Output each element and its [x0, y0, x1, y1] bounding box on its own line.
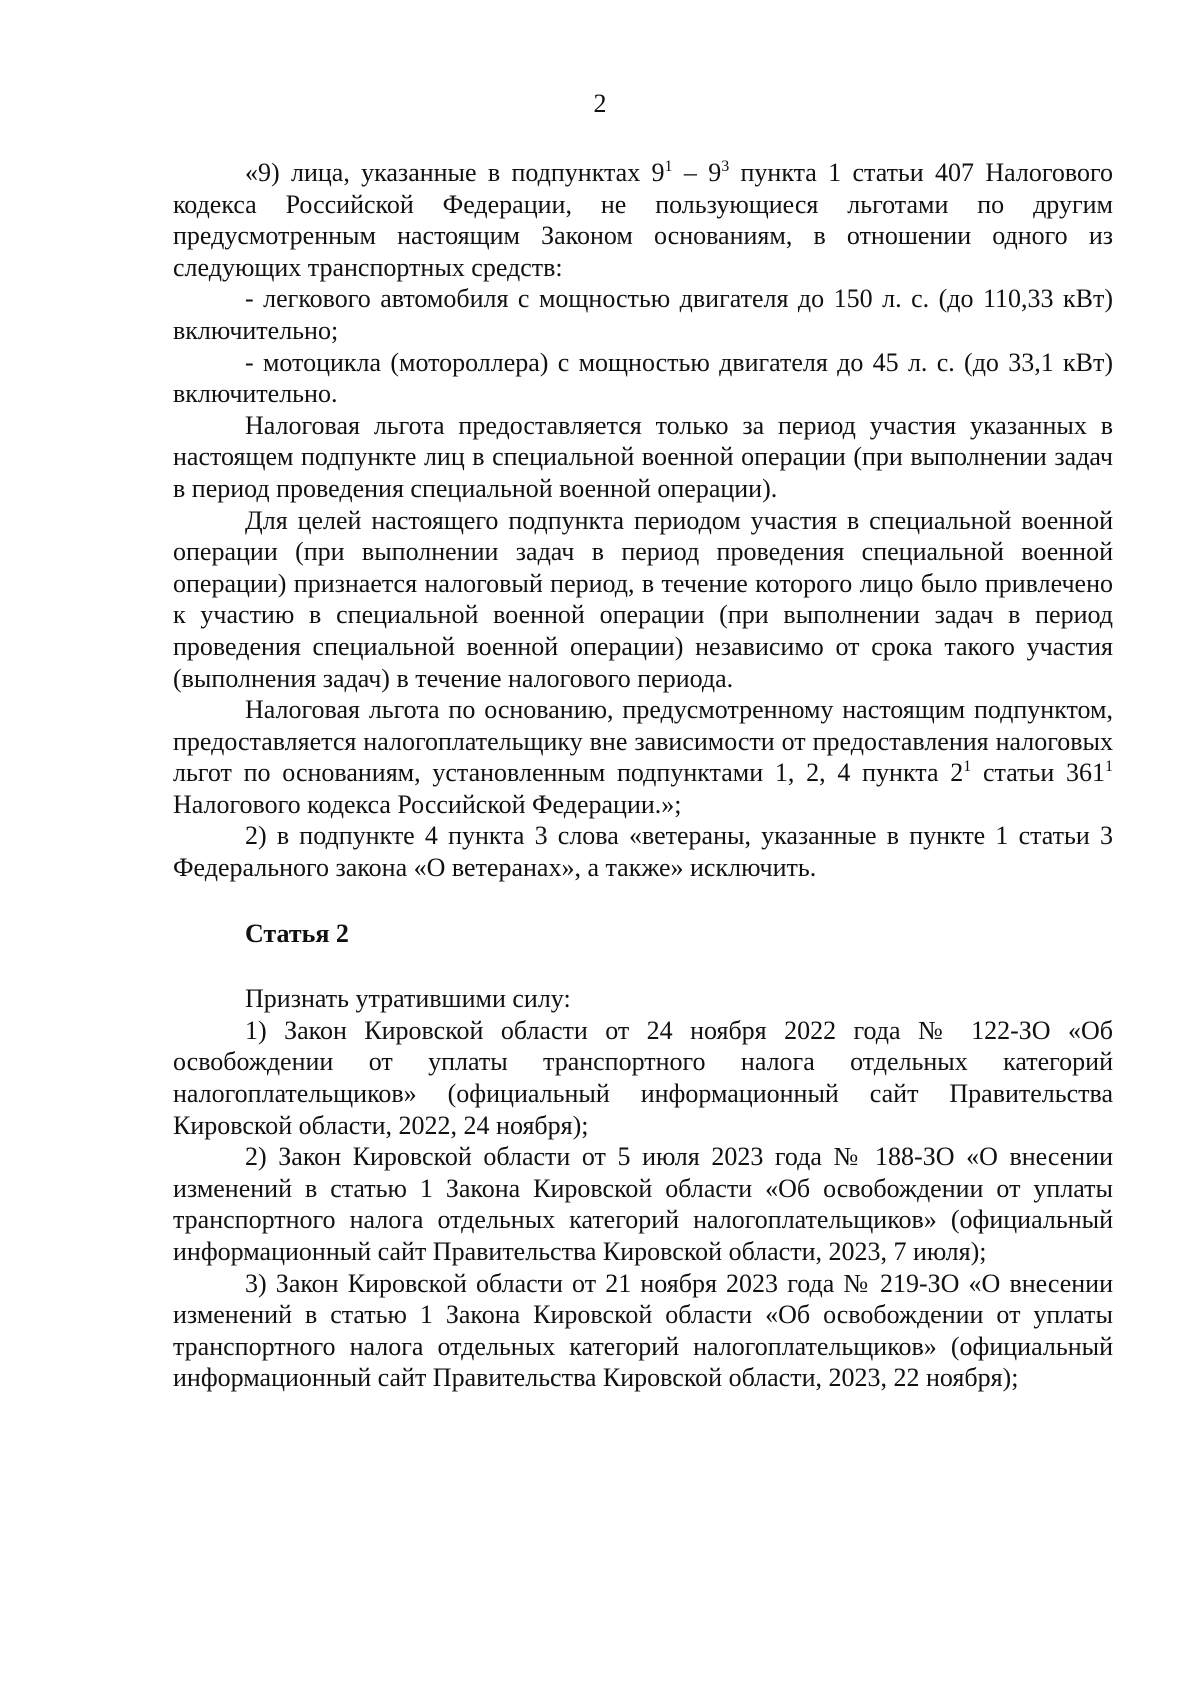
article-2-heading: Статья 2: [245, 918, 349, 948]
superscript: 3: [721, 158, 730, 175]
superscript: 1: [1105, 758, 1113, 776]
paragraph-item-2: 2) в подпункте 4 пункта 3 слова «ветераны, указанные в пункте 1 статьи 3 Федерального закона «О ветеранах», а также» исключить.: [173, 821, 1113, 883]
independent-text-start: Налоговая льгота по основанию, предусмотренному настоящим подпунктом, предоставляется налогоплательщику вне зависимости от предоставления налоговых льгот по основаниям, установленным подпунктами 1, 2, 4 пункта 2: [173, 695, 1113, 788]
repealed-law-item: 1) Закон Кировской области от 24 ноября 2022 года № 122-ЗО «Об освобождении от уплаты транспортного налога отдельных категорий налогоплательщиков» (официальный информационный сайт Правительства Кировской области, 2022, 24 ноября);: [173, 1015, 1113, 1140]
paragraph-car: - легкового автомобиля с мощностью двигателя до 150 л. с. (до 110,33 кВт) включительно;: [173, 284, 1113, 345]
independent-text-middle: статьи 361: [971, 758, 1105, 788]
repealed-law-item: 2) Закон Кировской области от 5 июля 2023 года № 188-ЗО «О внесении изменений в статью 1 Закона Кировской области «Об освобождении от уплаты транспортного налога отдельных категорий налогоплательщиков» (официальный информационный сайт Правительства Кировской области, 2023, 7 июля);: [173, 1142, 1113, 1266]
paragraph-definition: Для целей настоящего подпункта периодом участия в специальной военной операции (при выполнении задач в период проведения специальной военной операции) признается налоговый период, в течение которого лицо было привлечено к участию в специальной военной операции (при выполнении задач в период проведения специальной военной операции) независимо от срока такого участия (выполнения задач) в течение налогового периода.: [173, 505, 1113, 693]
paragraph-motorcycle: - мотоцикла (мотороллера) с мощностью двигателя до 45 л. с. (до 33,1 кВт) включительно.: [173, 347, 1113, 409]
paragraph-item-9: [173, 157, 1113, 283]
page-number: 2: [593, 89, 607, 118]
independent-text-end: Налогового кодекса Российской Федерации.»;: [173, 789, 682, 819]
superscript: 1: [963, 758, 972, 776]
article-2-lead: Признать утратившими силу:: [245, 984, 571, 1014]
paragraph-independent-benefit: [173, 694, 1113, 820]
item-9-intro-start: «9) лица, указанные в подпунктах 9: [245, 158, 665, 187]
repealed-law-item: 3) Закон Кировской области от 21 ноября 2023 года № 219-ЗО «О внесении изменений в статью 1 Закона Кировской области «Об освобождении от уплаты транспортного налога отдельных категорий налогоплательщиков» (официальный информационный сайт Правительства Кировской области, 2023, 22 ноября);: [173, 1268, 1113, 1393]
item-9-intro-rest: пункта 1 статьи 407 Налогового кодекса Российской Федерации, не пользующиеся льготами по другим предусмотренным настоящим Законом основаниям, в отношении одного из следующих транспортных средств:: [173, 158, 1113, 282]
item-9-range-end: – 9: [672, 158, 722, 187]
document-body: [173, 157, 1113, 1394]
paragraph-benefit-period: Налоговая льгота предоставляется только за период участия указанных в настоящем подпункте лиц в специальной военной операции (при выполнении задач в период проведения специальной военной операции).: [173, 410, 1113, 503]
superscript: 1: [664, 158, 673, 175]
